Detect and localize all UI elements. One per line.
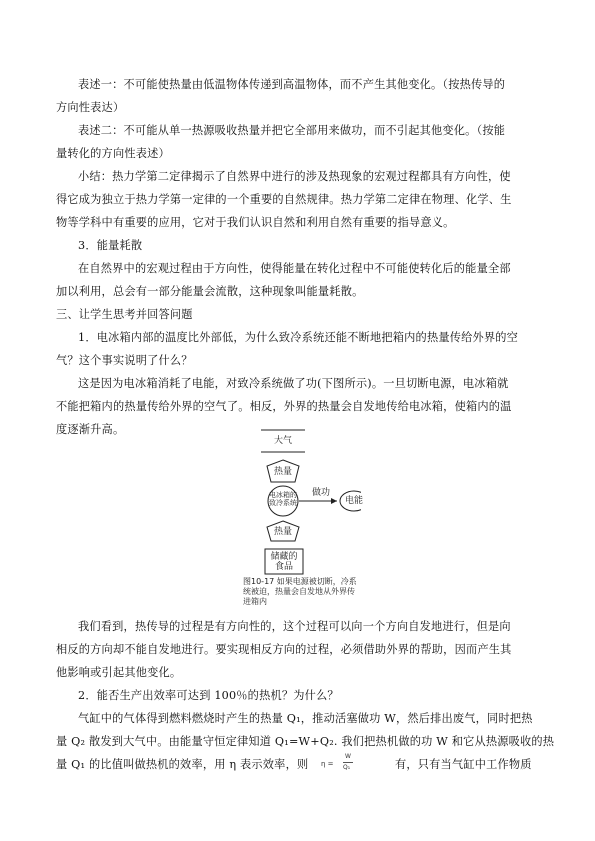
efficiency-formula [321, 752, 355, 778]
text-line: 相反的方向却不能自发地进行。要实现相反方向的过程，必须借助外界的帮助，因而产生其 [56, 643, 512, 656]
text-line: 这是因为电冰箱消耗了电能，对致冷系统做了功(下图所示)。一旦切断电源，电冰箱就 [78, 377, 509, 390]
text-line: 有，只有当气缸中工作物质 [395, 758, 532, 771]
text-line: 量 Q₂ 散发到大气中。由能量守恒定律知道 Q₁=W+Q₂. 我们把热机做的功 W 和它从热源吸收的热 [56, 735, 555, 748]
atmosphere-label: 大气 [273, 436, 292, 446]
stored-food-label: 储藏的食品 [270, 552, 298, 572]
text-line: 不能把箱内的热量传给外界的空气了。相反，外界的热量会自发地传给电冰箱，使箱内的温 [56, 400, 512, 413]
text-line: 量 Q₁ 的比值叫做热机的效率，用 η 表示效率，则 [56, 758, 309, 771]
fraction-bar [343, 762, 353, 763]
text-line: 小结：热力学第二定律揭示了自然界中进行的涉及热现象的宏观过程都具有方向性，使 [78, 170, 511, 183]
question-2: 2．能否生产出效率可达到 100％的热机？为什么？ [78, 689, 339, 702]
text-line: 物等学科中有重要的应用，它对于我们认识自然和利用自然有重要的指导意义。 [56, 216, 455, 229]
section-heading-energy-dissipation: 3．能量耗散 [78, 239, 143, 252]
text-line: 得它成为独立于热力学第一定律的一个重要的自然规律。热力学第二定律在物理、化学、生 [56, 193, 512, 206]
text-line: 表述二：不可能从单一热源吸收热量并把它全部用来做功，而不引起其他变化。（按能 [78, 124, 506, 137]
formula-lhs: η = [321, 760, 334, 768]
formula-denominator: Q₁ [343, 764, 351, 771]
text-line: 1．电冰箱内部的温度比外部低，为什么致冷系统还能不断地把箱内的热量传给外界的空 [78, 331, 519, 344]
heat-top-label: 热量 [273, 467, 292, 477]
work-label: 做功 [311, 488, 330, 498]
electric-energy-label: 电能 [344, 496, 363, 506]
cooling-system-label: 电冰箱的致冷系统 [269, 491, 297, 507]
text-line: 气？这个事实说明了什么？ [56, 354, 193, 367]
refrigerator-diagram [243, 428, 361, 613]
text-line: 他影响或引起其他变化。 [56, 666, 182, 679]
text-line: 表述一：不可能使热量由低温物体传递到高温物体，而不产生其他变化。（按热传导的 [78, 78, 506, 91]
figure-caption: 图10-17 如果电源被切断，冷系统被迫，热量会自发地从外界传进箱内 [243, 577, 357, 606]
text-line: 在自然界中的宏观过程由于方向性，使得能量在转化过程中不可能使转化后的能量全部 [78, 262, 511, 275]
text-line: 我们看到，热传导的过程是有方向性的，这个过程可以向一个方向自发地进行，但是向 [78, 620, 511, 633]
text-line: 量转化的方向性表述） [56, 147, 170, 160]
heat-bottom-label: 热量 [273, 527, 292, 537]
text-line: 加以利用，总会有一部分能量会流散，这种现象叫能量耗散。 [56, 285, 364, 298]
text-line: 度逐渐升高。 [56, 423, 125, 436]
text-line: 气缸中的气体得到燃料燃烧时产生的热量 Q₁，推动活塞做功 W，然后排出废气，同时把热 [78, 712, 533, 725]
section-heading-questions: 三、让学生思考并回答问题 [56, 308, 193, 321]
formula-numerator: W [345, 753, 351, 760]
text-line: 方向性表达） [56, 101, 125, 114]
